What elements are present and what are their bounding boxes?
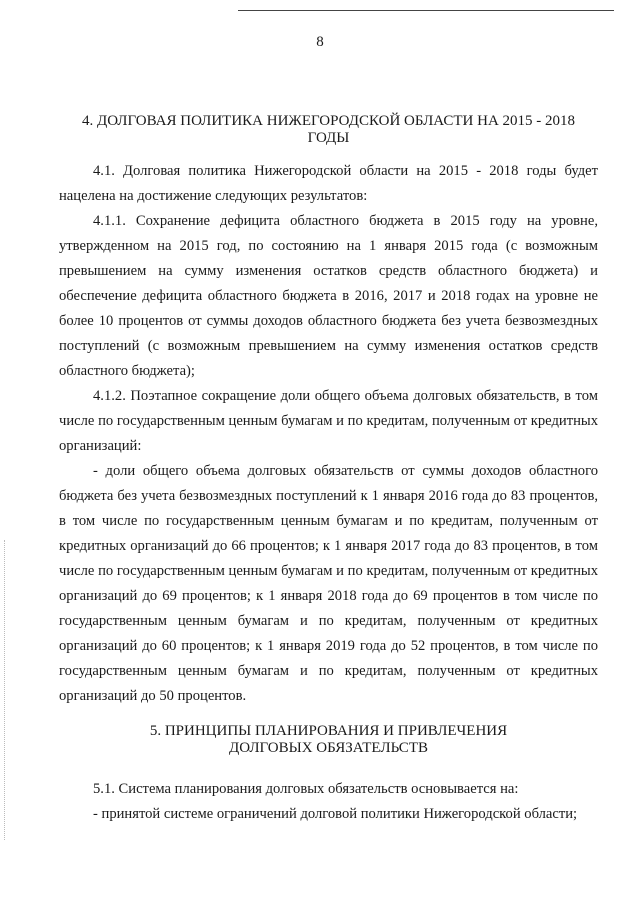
paragraph-4-1: 4.1. Долговая политика Нижегородской области на 2015 - 2018 годы будет нацелена на достижение следующих результатов: — [59, 163, 598, 204]
document-body — [59, 113, 598, 827]
section-4-heading-line-1: 4. ДОЛГОВАЯ ПОЛИТИКА НИЖЕГОРОДСКОЙ ОБЛАСТИ НА 2015 - 2018 — [81, 113, 576, 129]
section-5-heading-line-1: 5. ПРИНЦИПЫ ПЛАНИРОВАНИЯ И ПРИВЛЕЧЕНИЯ — [149, 723, 508, 739]
scan-edge-mark — [4, 540, 6, 840]
paragraph-5-1-item: - принятой системе ограничений долговой политики Нижегородской области; — [93, 806, 578, 822]
paragraph-4-1-2: 4.1.2. Поэтапное сокращение доли общего объема долговых обязательств, в том числе по государственным ценным бумагам и по кредитам, полученным от кредитных организаций: — [59, 388, 598, 454]
paragraph-debt-shares: - доли общего объема долговых обязательств от суммы доходов областного бюджета без учета безвозмездных поступлений к 1 января 2016 года до 83 процентов, в том числе по государственным ценным бумагам и по кредитам, полученным от кредитных организаций до 66 процентов; к 1 января 2017 года до 83 процентов, в том числе по государственным ценным бумагам и по кредитам, полученным от кредитных организаций до 69 процентов; к 1 января 2018 года до 69 процентов в том числе по государственным ценным бумагам и по кредитам, полученным от кредитных организаций до 60 процентов; к 1 января 2019 года до 52 процентов, в том числе по государственным ценным бумагам и по кредитам, полученным от кредитных организаций до 50 процентов. — [59, 463, 598, 704]
page-number: 8 — [316, 34, 324, 50]
paragraph-5-1: 5.1. Система планирования долговых обязательств основывается на: — [93, 781, 519, 797]
section-5-heading — [59, 723, 598, 757]
section-4-heading-line-2: ГОДЫ — [307, 130, 350, 146]
section-5-heading-line-2: ДОЛГОВЫХ ОБЯЗАТЕЛЬСТВ — [229, 740, 428, 756]
top-rule — [238, 10, 614, 11]
paragraph-4-1-1: 4.1.1. Сохранение дефицита областного бюджета в 2015 году на уровне, утвержденном на 2015 год, по состоянию на 1 января 2015 года (с возможным превышением на сумму изменения остатков средств областного бюджета) и обеспечение дефицита областного бюджета в 2016, 2017 и 2018 годах на уровне не более 10 процентов от суммы доходов областного бюджета без учета безвозмездных поступлений (с возможным превышением на сумму изменения остатков средств областного бюджета); — [59, 213, 598, 379]
section-4-heading — [59, 113, 598, 147]
